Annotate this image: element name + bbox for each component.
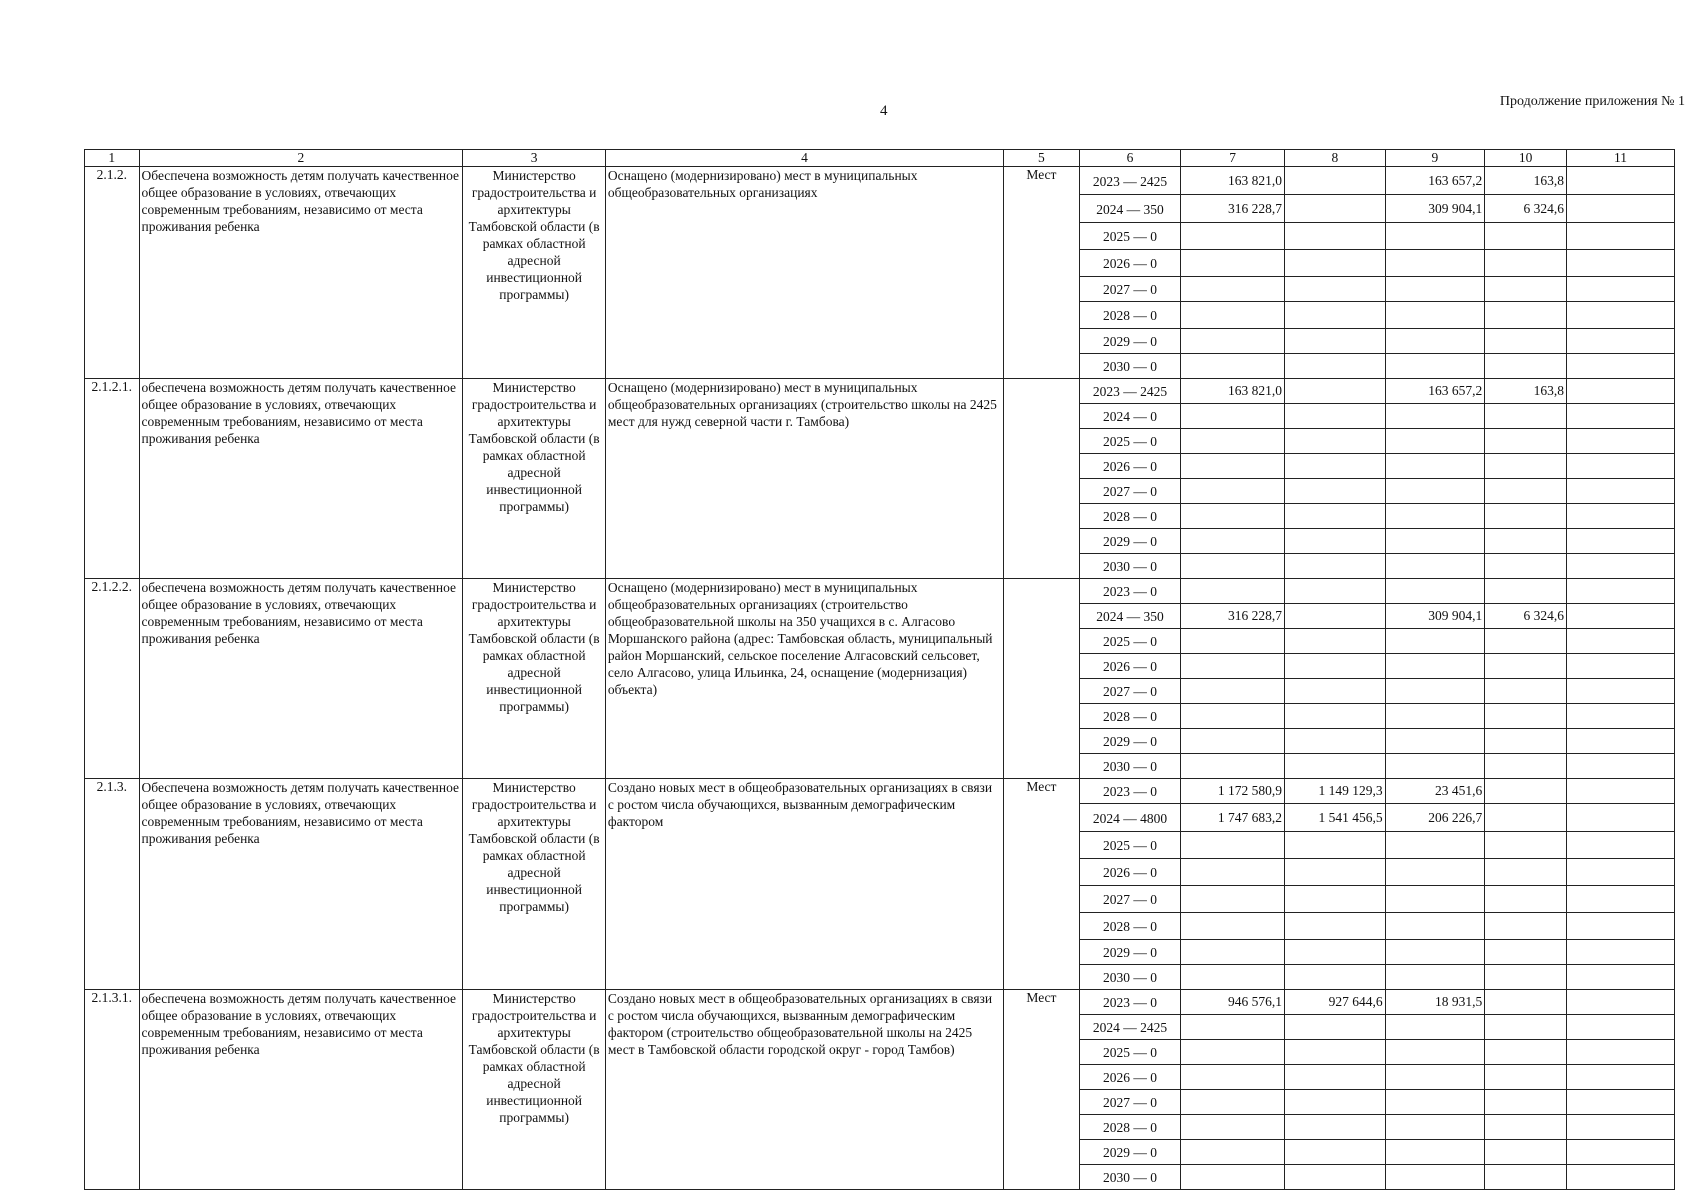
amount-cell-c7 — [1181, 479, 1285, 504]
amount-cell-c9 — [1385, 913, 1485, 940]
amount-cell-c7 — [1181, 729, 1285, 754]
amount-cell-c10: 163,8 — [1485, 379, 1567, 404]
amount-cell-c10 — [1485, 529, 1567, 554]
amount-cell-c11 — [1566, 779, 1674, 804]
amount-cell-c7: 1 747 683,2 — [1181, 804, 1285, 832]
amount-cell-c10 — [1485, 1140, 1567, 1165]
amount-cell-c11 — [1566, 277, 1674, 302]
amount-cell-c11 — [1566, 629, 1674, 654]
amount-cell-c9 — [1385, 1090, 1485, 1115]
amount-cell-c11 — [1566, 223, 1674, 250]
amount-cell-c8 — [1285, 1140, 1386, 1165]
result-description: Обеспечена возможность детям получать качественное общее образование в условиях, отвечающих современным требованиям, независимо от места проживания ребенка — [139, 779, 463, 990]
amount-cell-c7 — [1181, 454, 1285, 479]
amount-cell-c9 — [1385, 1040, 1485, 1065]
year-value-cell: 2024 — 2425 — [1079, 1015, 1181, 1040]
amount-cell-c11 — [1566, 913, 1674, 940]
amount-cell-c9 — [1385, 704, 1485, 729]
amount-cell-c11 — [1566, 302, 1674, 329]
header-cell: 8 — [1285, 150, 1386, 167]
year-value-cell: 2023 — 0 — [1079, 990, 1181, 1015]
amount-cell-c7 — [1181, 1040, 1285, 1065]
amount-cell-c11 — [1566, 1140, 1674, 1165]
amount-cell-c9 — [1385, 729, 1485, 754]
amount-cell-c9 — [1385, 886, 1485, 913]
header-cell: 11 — [1566, 150, 1674, 167]
header-cell: 2 — [139, 150, 463, 167]
amount-cell-c8 — [1285, 886, 1386, 913]
year-value-cell: 2027 — 0 — [1079, 479, 1181, 504]
amount-cell-c7 — [1181, 404, 1285, 429]
amount-cell-c10 — [1485, 754, 1567, 779]
amount-cell-c9 — [1385, 940, 1485, 965]
header-cell: 9 — [1385, 150, 1485, 167]
indicator-description: Создано новых мест в общеобразовательных организациях в связи с ростом числа обучающихся, вызванным демографическим фактором (строительство общеобразовательной школы на 2425 мест в Тамбовской области городской округ - город Тамбов) — [605, 990, 1003, 1190]
amount-cell-c8: 1 541 456,5 — [1285, 804, 1386, 832]
amount-cell-c9 — [1385, 965, 1485, 990]
year-value-cell: 2023 — 0 — [1079, 579, 1181, 604]
amount-cell-c11 — [1566, 832, 1674, 859]
amount-cell-c10 — [1485, 329, 1567, 354]
amount-cell-c9 — [1385, 859, 1485, 886]
amount-cell-c9: 23 451,6 — [1385, 779, 1485, 804]
amount-cell-c7 — [1181, 1015, 1285, 1040]
table-row — [85, 779, 1675, 804]
amount-cell-c8: 927 644,6 — [1285, 990, 1386, 1015]
amount-cell-c8 — [1285, 704, 1386, 729]
amount-cell-c8 — [1285, 832, 1386, 859]
amount-cell-c11 — [1566, 1090, 1674, 1115]
amount-cell-c7: 163 821,0 — [1181, 379, 1285, 404]
amount-cell-c11 — [1566, 754, 1674, 779]
amount-cell-c10 — [1485, 250, 1567, 277]
amount-cell-c9 — [1385, 654, 1485, 679]
amount-cell-c10 — [1485, 1015, 1567, 1040]
year-value-cell: 2030 — 0 — [1079, 554, 1181, 579]
amount-cell-c7 — [1181, 1165, 1285, 1190]
amount-cell-c9 — [1385, 529, 1485, 554]
year-value-cell: 2023 — 0 — [1079, 779, 1181, 804]
amount-cell-c7 — [1181, 965, 1285, 990]
amount-cell-c11 — [1566, 329, 1674, 354]
amount-cell-c9 — [1385, 1115, 1485, 1140]
executor: Министерство градостроительства и архитектуры Тамбовской области (в рамках областной адресной инвестиционной программы) — [463, 990, 606, 1190]
amount-cell-c11 — [1566, 529, 1674, 554]
year-value-cell: 2029 — 0 — [1079, 729, 1181, 754]
amount-cell-c10 — [1485, 404, 1567, 429]
executor: Министерство градостроительства и архитектуры Тамбовской области (в рамках областной адресной инвестиционной программы) — [463, 379, 606, 579]
amount-cell-c7 — [1181, 1065, 1285, 1090]
amount-cell-c9 — [1385, 302, 1485, 329]
amount-cell-c8 — [1285, 167, 1386, 195]
amount-cell-c10 — [1485, 579, 1567, 604]
year-value-cell: 2024 — 0 — [1079, 404, 1181, 429]
amount-cell-c9: 18 931,5 — [1385, 990, 1485, 1015]
amount-cell-c9 — [1385, 277, 1485, 302]
amount-cell-c9 — [1385, 554, 1485, 579]
amount-cell-c7 — [1181, 940, 1285, 965]
amount-cell-c11 — [1566, 454, 1674, 479]
amount-cell-c7 — [1181, 504, 1285, 529]
year-value-cell: 2024 — 350 — [1079, 604, 1181, 629]
amount-cell-c8 — [1285, 1015, 1386, 1040]
amount-cell-c8 — [1285, 579, 1386, 604]
amount-cell-c8 — [1285, 654, 1386, 679]
amount-cell-c10 — [1485, 504, 1567, 529]
amount-cell-c9: 309 904,1 — [1385, 195, 1485, 223]
unit-of-measure: Мест — [1004, 990, 1079, 1190]
amount-cell-c8 — [1285, 604, 1386, 629]
amount-cell-c11 — [1566, 167, 1674, 195]
year-value-cell: 2029 — 0 — [1079, 940, 1181, 965]
amount-cell-c9 — [1385, 250, 1485, 277]
amount-cell-c7 — [1181, 754, 1285, 779]
year-value-cell: 2027 — 0 — [1079, 1090, 1181, 1115]
amount-cell-c7 — [1181, 250, 1285, 277]
amount-cell-c9 — [1385, 429, 1485, 454]
amount-cell-c10 — [1485, 886, 1567, 913]
header-cell: 6 — [1079, 150, 1181, 167]
amount-cell-c8 — [1285, 250, 1386, 277]
amount-cell-c8 — [1285, 1065, 1386, 1090]
amount-cell-c7 — [1181, 886, 1285, 913]
amount-cell-c7 — [1181, 554, 1285, 579]
amount-cell-c8 — [1285, 629, 1386, 654]
continuation-note: Продолжение приложения № 1 — [1499, 94, 1685, 109]
amount-cell-c8 — [1285, 195, 1386, 223]
year-value-cell: 2024 — 4800 — [1079, 804, 1181, 832]
amount-cell-c10 — [1485, 913, 1567, 940]
year-value-cell: 2029 — 0 — [1079, 329, 1181, 354]
table-row — [85, 379, 1675, 404]
year-value-cell: 2030 — 0 — [1079, 354, 1181, 379]
result-description: обеспечена возможность детям получать качественное общее образование в условиях, отвечающих современным требованиям, независимо от места проживания ребенка — [139, 379, 463, 579]
amount-cell-c9 — [1385, 504, 1485, 529]
amount-cell-c10 — [1485, 654, 1567, 679]
year-value-cell: 2030 — 0 — [1079, 754, 1181, 779]
header-cell: 7 — [1181, 150, 1285, 167]
table-row — [85, 990, 1675, 1015]
amount-cell-c9: 206 226,7 — [1385, 804, 1485, 832]
amount-cell-c7 — [1181, 277, 1285, 302]
unit-of-measure: Мест — [1004, 167, 1079, 379]
amount-cell-c11 — [1566, 1015, 1674, 1040]
amount-cell-c7 — [1181, 1115, 1285, 1140]
amount-cell-c11 — [1566, 965, 1674, 990]
amount-cell-c7 — [1181, 223, 1285, 250]
amount-cell-c10 — [1485, 1090, 1567, 1115]
header-cell: 5 — [1004, 150, 1079, 167]
amount-cell-c8 — [1285, 554, 1386, 579]
amount-cell-c11 — [1566, 404, 1674, 429]
amount-cell-c7: 316 228,7 — [1181, 195, 1285, 223]
amount-cell-c7 — [1181, 859, 1285, 886]
amount-cell-c7 — [1181, 302, 1285, 329]
unit-of-measure — [1004, 579, 1079, 779]
amount-cell-c7 — [1181, 629, 1285, 654]
amount-cell-c11 — [1566, 804, 1674, 832]
year-value-cell: 2028 — 0 — [1079, 913, 1181, 940]
amount-cell-c10 — [1485, 629, 1567, 654]
amount-cell-c7: 946 576,1 — [1181, 990, 1285, 1015]
amount-cell-c7 — [1181, 679, 1285, 704]
amount-cell-c9 — [1385, 354, 1485, 379]
amount-cell-c7: 1 172 580,9 — [1181, 779, 1285, 804]
amount-cell-c10 — [1485, 429, 1567, 454]
item-code: 2.1.3. — [85, 779, 140, 990]
amount-cell-c8 — [1285, 859, 1386, 886]
amount-cell-c11 — [1566, 195, 1674, 223]
year-value-cell: 2025 — 0 — [1079, 1040, 1181, 1065]
year-value-cell: 2027 — 0 — [1079, 679, 1181, 704]
amount-cell-c9: 309 904,1 — [1385, 604, 1485, 629]
amount-cell-c8 — [1285, 1040, 1386, 1065]
year-value-cell: 2026 — 0 — [1079, 859, 1181, 886]
amount-cell-c8 — [1285, 913, 1386, 940]
year-value-cell: 2028 — 0 — [1079, 504, 1181, 529]
amount-cell-c11 — [1566, 429, 1674, 454]
executor: Министерство градостроительства и архитектуры Тамбовской области (в рамках областной адресной инвестиционной программы) — [463, 167, 606, 379]
year-value-cell: 2028 — 0 — [1079, 302, 1181, 329]
amount-cell-c10: 6 324,6 — [1485, 195, 1567, 223]
amount-cell-c11 — [1566, 990, 1674, 1015]
amount-cell-c10: 6 324,6 — [1485, 604, 1567, 629]
amount-cell-c9 — [1385, 629, 1485, 654]
amount-cell-c8 — [1285, 479, 1386, 504]
amount-cell-c11 — [1566, 504, 1674, 529]
amount-cell-c11 — [1566, 554, 1674, 579]
amount-cell-c11 — [1566, 479, 1674, 504]
item-code: 2.1.2.1. — [85, 379, 140, 579]
header-cell: 4 — [605, 150, 1003, 167]
header-cell: 3 — [463, 150, 606, 167]
amount-cell-c8 — [1285, 1165, 1386, 1190]
year-value-cell: 2026 — 0 — [1079, 250, 1181, 277]
indicator-description: Оснащено (модернизировано) мест в муниципальных общеобразовательных организациях — [605, 167, 1003, 379]
page-number: 4 — [880, 103, 888, 119]
year-value-cell: 2030 — 0 — [1079, 965, 1181, 990]
amount-cell-c11 — [1566, 604, 1674, 629]
amount-cell-c11 — [1566, 379, 1674, 404]
amount-cell-c7 — [1181, 429, 1285, 454]
amount-cell-c10 — [1485, 1165, 1567, 1190]
amount-cell-c11 — [1566, 886, 1674, 913]
amount-cell-c8 — [1285, 354, 1386, 379]
amount-cell-c9: 163 657,2 — [1385, 167, 1485, 195]
amount-cell-c9 — [1385, 754, 1485, 779]
executor: Министерство градостроительства и архитектуры Тамбовской области (в рамках областной адресной инвестиционной программы) — [463, 579, 606, 779]
header-row — [85, 150, 1675, 167]
amount-cell-c7 — [1181, 1090, 1285, 1115]
amount-cell-c7 — [1181, 329, 1285, 354]
table-row — [85, 579, 1675, 604]
amount-cell-c10 — [1485, 704, 1567, 729]
program-table — [84, 149, 1675, 1190]
amount-cell-c8 — [1285, 679, 1386, 704]
amount-cell-c10 — [1485, 832, 1567, 859]
amount-cell-c9 — [1385, 223, 1485, 250]
year-value-cell: 2025 — 0 — [1079, 832, 1181, 859]
amount-cell-c9 — [1385, 454, 1485, 479]
year-value-cell: 2027 — 0 — [1079, 277, 1181, 302]
amount-cell-c7: 163 821,0 — [1181, 167, 1285, 195]
year-value-cell: 2024 — 350 — [1079, 195, 1181, 223]
year-value-cell: 2028 — 0 — [1079, 704, 1181, 729]
amount-cell-c10 — [1485, 302, 1567, 329]
amount-cell-c11 — [1566, 859, 1674, 886]
header-cell: 10 — [1485, 150, 1567, 167]
amount-cell-c11 — [1566, 704, 1674, 729]
year-value-cell: 2030 — 0 — [1079, 1165, 1181, 1190]
amount-cell-c9 — [1385, 329, 1485, 354]
amount-cell-c8 — [1285, 754, 1386, 779]
amount-cell-c8 — [1285, 223, 1386, 250]
amount-cell-c11 — [1566, 354, 1674, 379]
amount-cell-c10: 163,8 — [1485, 167, 1567, 195]
amount-cell-c11 — [1566, 940, 1674, 965]
amount-cell-c10 — [1485, 779, 1567, 804]
amount-cell-c8 — [1285, 529, 1386, 554]
amount-cell-c7 — [1181, 832, 1285, 859]
amount-cell-c10 — [1485, 729, 1567, 754]
result-description: Обеспечена возможность детям получать качественное общее образование в условиях, отвечающих современным требованиям, независимо от места проживания ребенка — [139, 167, 463, 379]
item-code: 2.1.2.2. — [85, 579, 140, 779]
amount-cell-c11 — [1566, 654, 1674, 679]
amount-cell-c11 — [1566, 250, 1674, 277]
amount-cell-c11 — [1566, 679, 1674, 704]
amount-cell-c8 — [1285, 729, 1386, 754]
item-code: 2.1.3.1. — [85, 990, 140, 1190]
amount-cell-c9 — [1385, 579, 1485, 604]
amount-cell-c10 — [1485, 223, 1567, 250]
unit-of-measure — [1004, 379, 1079, 579]
year-value-cell: 2028 — 0 — [1079, 1115, 1181, 1140]
year-value-cell: 2029 — 0 — [1079, 1140, 1181, 1165]
amount-cell-c10 — [1485, 454, 1567, 479]
year-value-cell: 2023 — 2425 — [1079, 167, 1181, 195]
amount-cell-c8 — [1285, 429, 1386, 454]
amount-cell-c8 — [1285, 1090, 1386, 1115]
amount-cell-c8 — [1285, 277, 1386, 302]
amount-cell-c7 — [1181, 1140, 1285, 1165]
amount-cell-c11 — [1566, 579, 1674, 604]
amount-cell-c8 — [1285, 302, 1386, 329]
amount-cell-c11 — [1566, 1065, 1674, 1090]
amount-cell-c9 — [1385, 404, 1485, 429]
amount-cell-c7 — [1181, 529, 1285, 554]
result-description: обеспечена возможность детям получать качественное общее образование в условиях, отвечающих современным требованиям, независимо от места проживания ребенка — [139, 579, 463, 779]
year-value-cell: 2026 — 0 — [1079, 654, 1181, 679]
executor: Министерство градостроительства и архитектуры Тамбовской области (в рамках областной адресной инвестиционной программы) — [463, 779, 606, 990]
amount-cell-c10 — [1485, 1065, 1567, 1090]
amount-cell-c9 — [1385, 1140, 1485, 1165]
amount-cell-c10 — [1485, 859, 1567, 886]
amount-cell-c8 — [1285, 940, 1386, 965]
amount-cell-c10 — [1485, 354, 1567, 379]
amount-cell-c9 — [1385, 1015, 1485, 1040]
year-value-cell: 2025 — 0 — [1079, 223, 1181, 250]
amount-cell-c8 — [1285, 454, 1386, 479]
amount-cell-c11 — [1566, 729, 1674, 754]
amount-cell-c10 — [1485, 479, 1567, 504]
amount-cell-c7 — [1181, 704, 1285, 729]
amount-cell-c8 — [1285, 504, 1386, 529]
year-value-cell: 2026 — 0 — [1079, 1065, 1181, 1090]
amount-cell-c9 — [1385, 679, 1485, 704]
amount-cell-c8 — [1285, 1115, 1386, 1140]
amount-cell-c10 — [1485, 679, 1567, 704]
year-value-cell: 2025 — 0 — [1079, 429, 1181, 454]
amount-cell-c11 — [1566, 1115, 1674, 1140]
amount-cell-c11 — [1566, 1040, 1674, 1065]
amount-cell-c7 — [1181, 579, 1285, 604]
amount-cell-c10 — [1485, 990, 1567, 1015]
indicator-description: Оснащено (модернизировано) мест в муниципальных общеобразовательных организациях (строительство общеобразовательной школы на 350 учащихся в с. Алгасово Моршанского района (адрес: Тамбовская область, муниципальный район Моршанский, сельское поселение Алгасовский сельсовет, село Алгасово, улица Ильинка, 24, оснащение (модернизация) объекта) — [605, 579, 1003, 779]
amount-cell-c9 — [1385, 832, 1485, 859]
item-code: 2.1.2. — [85, 167, 140, 379]
amount-cell-c8: 1 149 129,3 — [1285, 779, 1386, 804]
year-value-cell: 2023 — 2425 — [1079, 379, 1181, 404]
result-description: обеспечена возможность детям получать качественное общее образование в условиях, отвечающих современным требованиям, независимо от места проживания ребенка — [139, 990, 463, 1190]
amount-cell-c10 — [1485, 554, 1567, 579]
year-value-cell: 2026 — 0 — [1079, 454, 1181, 479]
amount-cell-c10 — [1485, 804, 1567, 832]
unit-of-measure: Мест — [1004, 779, 1079, 990]
amount-cell-c7: 316 228,7 — [1181, 604, 1285, 629]
amount-cell-c8 — [1285, 379, 1386, 404]
amount-cell-c10 — [1485, 1115, 1567, 1140]
amount-cell-c7 — [1181, 354, 1285, 379]
amount-cell-c9: 163 657,2 — [1385, 379, 1485, 404]
header-cell: 1 — [85, 150, 140, 167]
amount-cell-c10 — [1485, 940, 1567, 965]
amount-cell-c8 — [1285, 965, 1386, 990]
amount-cell-c8 — [1285, 404, 1386, 429]
amount-cell-c9 — [1385, 1165, 1485, 1190]
amount-cell-c11 — [1566, 1165, 1674, 1190]
indicator-description: Оснащено (модернизировано) мест в муниципальных общеобразовательных организациях (строительство школы на 2425 мест для нужд северной части г. Тамбова) — [605, 379, 1003, 579]
amount-cell-c9 — [1385, 1065, 1485, 1090]
amount-cell-c10 — [1485, 965, 1567, 990]
amount-cell-c10 — [1485, 277, 1567, 302]
amount-cell-c10 — [1485, 1040, 1567, 1065]
amount-cell-c7 — [1181, 913, 1285, 940]
amount-cell-c8 — [1285, 329, 1386, 354]
year-value-cell: 2029 — 0 — [1079, 529, 1181, 554]
year-value-cell: 2025 — 0 — [1079, 629, 1181, 654]
indicator-description: Создано новых мест в общеобразовательных организациях в связи с ростом числа обучающихся, вызванным демографическим фактором — [605, 779, 1003, 990]
amount-cell-c9 — [1385, 479, 1485, 504]
amount-cell-c7 — [1181, 654, 1285, 679]
table-row — [85, 167, 1675, 195]
year-value-cell: 2027 — 0 — [1079, 886, 1181, 913]
